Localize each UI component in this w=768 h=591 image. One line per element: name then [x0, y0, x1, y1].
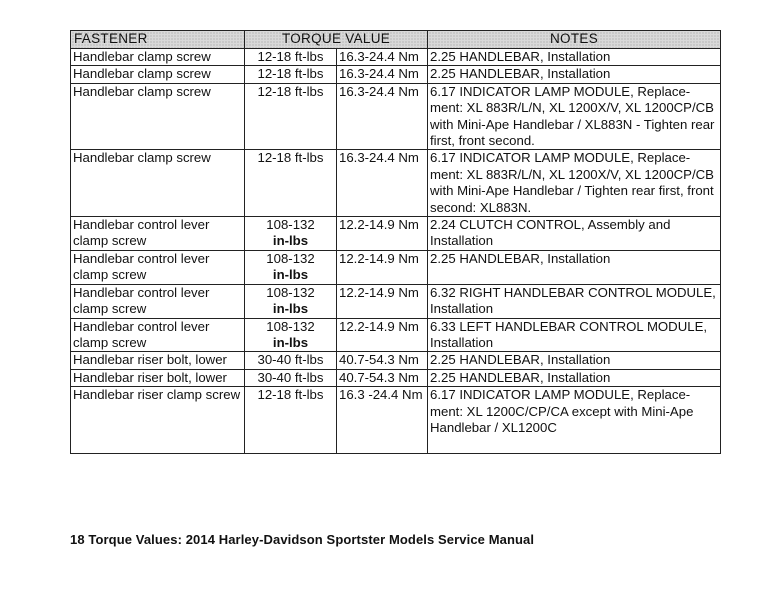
torque-metric-cell: 12.2-14.9 Nm — [337, 217, 428, 251]
notes-cell: 6.17 INDICATOR LAMP MODULE, Replace- ment: XL 1200C/CP/CA except with Mini-Ape Handlebar / XL1200C — [428, 387, 721, 454]
torque-imperial-cell — [245, 387, 337, 454]
torque-metric-cell: 16.3-24.4 Nm — [337, 150, 428, 217]
torque-metric-cell: 12.2-14.9 Nm — [337, 284, 428, 318]
torque-metric-cell: 12.2-14.9 Nm — [337, 250, 428, 284]
torque-imperial-value: 30-40 ft-lbs — [257, 352, 324, 368]
torque-imperial-value: 12-18 ft-lbs — [257, 49, 324, 64]
fastener-cell: Handlebar clamp screw — [71, 49, 245, 66]
table-row — [71, 150, 721, 217]
table-row — [71, 387, 721, 454]
torque-imperial-value: 108-132 — [266, 318, 315, 334]
header-notes: NOTES — [428, 31, 721, 49]
torque-values-table — [70, 30, 721, 454]
torque-imperial-cell — [245, 284, 337, 318]
notes-cell: 6.33 LEFT HANDLEBAR CONTROL MODULE, Installation — [428, 318, 721, 352]
notes-cell: 6.17 INDICATOR LAMP MODULE, Replace- ment: XL 883R/L/N, XL 1200X/V, XL 1200CP/CB with Mini-Ape Handlebar / XL883N - Tighten rear first, front second. — [428, 83, 721, 150]
torque-imperial-value: 12-18 ft-lbs — [257, 150, 324, 166]
torque-metric-cell: 12.2-14.9 Nm — [337, 318, 428, 352]
page-footer: 18 Torque Values: 2014 Harley-Davidson Sportster Models Service Manual — [70, 532, 535, 547]
notes-cell: 2.25 HANDLEBAR, Installation — [428, 369, 721, 386]
torque-imperial-cell — [245, 250, 337, 284]
header-torque-value: TORQUE VALUE — [245, 31, 428, 49]
torque-imperial-unit: in-lbs — [272, 233, 309, 249]
fastener-cell: Handlebar riser bolt, lower — [71, 369, 245, 386]
torque-imperial-value: 30-40 ft-lbs — [257, 369, 324, 385]
torque-metric-cell: 16.3-24.4 Nm — [337, 66, 428, 83]
fastener-cell: Handlebar control lever clamp screw — [71, 318, 245, 352]
table-row — [71, 369, 721, 386]
fastener-cell: Handlebar control lever clamp screw — [71, 217, 245, 251]
table-row — [71, 352, 721, 369]
torque-imperial-cell — [245, 217, 337, 251]
torque-metric-cell: 16.3-24.4 Nm — [337, 49, 428, 66]
torque-imperial-unit: in-lbs — [272, 267, 309, 283]
torque-metric-cell: 40.7-54.3 Nm — [337, 352, 428, 369]
notes-cell: 2.25 HANDLEBAR, Installation — [428, 352, 721, 369]
fastener-cell: Handlebar riser clamp screw — [71, 387, 245, 454]
fastener-cell: Handlebar control lever clamp screw — [71, 250, 245, 284]
table-row — [71, 83, 721, 150]
torque-metric-cell: 16.3 -24.4 Nm — [337, 387, 428, 454]
torque-imperial-value: 108-132 — [266, 217, 315, 233]
torque-imperial-cell — [245, 83, 337, 150]
table-row — [71, 250, 721, 284]
fastener-cell: Handlebar control lever clamp screw — [71, 284, 245, 318]
fastener-cell: Handlebar clamp screw — [71, 66, 245, 83]
header-row — [71, 31, 721, 49]
torque-imperial-value: 12-18 ft-lbs — [257, 387, 324, 403]
torque-imperial-value: 108-132 — [266, 250, 315, 266]
torque-imperial-unit: in-lbs — [272, 301, 309, 317]
torque-imperial-cell — [245, 352, 337, 369]
table-row — [71, 318, 721, 352]
fastener-cell: Handlebar riser bolt, lower — [71, 352, 245, 369]
torque-metric-cell: 40.7-54.3 Nm — [337, 369, 428, 386]
notes-cell: 6.17 INDICATOR LAMP MODULE, Replace- ment: XL 883R/L/N, XL 1200X/V, XL 1200CP/CB with Mini-Ape Handlebar / Tighten rear first, front second: XL883N. — [428, 150, 721, 217]
torque-imperial-cell — [245, 369, 337, 386]
fastener-cell: Handlebar clamp screw — [71, 150, 245, 217]
table-header — [71, 31, 721, 49]
notes-cell: 2.25 HANDLEBAR, Installation — [428, 49, 721, 66]
torque-imperial-cell — [245, 49, 337, 66]
table-row — [71, 49, 721, 66]
torque-imperial-cell — [245, 66, 337, 83]
table-row — [71, 66, 721, 83]
torque-imperial-cell — [245, 318, 337, 352]
notes-cell: 2.24 CLUTCH CONTROL, Assembly and Installation — [428, 217, 721, 251]
notes-cell: 6.32 RIGHT HANDLEBAR CONTROL MODULE, Installation — [428, 284, 721, 318]
torque-imperial-unit: in-lbs — [272, 334, 309, 350]
torque-metric-cell: 16.3-24.4 Nm — [337, 83, 428, 150]
notes-cell: 2.25 HANDLEBAR, Installation — [428, 250, 721, 284]
torque-imperial-value: 12-18 ft-lbs — [257, 83, 324, 99]
fastener-cell: Handlebar clamp screw — [71, 83, 245, 150]
table-row — [71, 284, 721, 318]
torque-imperial-cell — [245, 150, 337, 217]
torque-imperial-value: 108-132 — [266, 284, 315, 300]
torque-imperial-value: 12-18 ft-lbs — [257, 66, 324, 82]
table-body — [71, 49, 721, 454]
table-row — [71, 217, 721, 251]
header-fastener: FASTENER — [71, 31, 245, 49]
notes-cell: 2.25 HANDLEBAR, Installation — [428, 66, 721, 83]
